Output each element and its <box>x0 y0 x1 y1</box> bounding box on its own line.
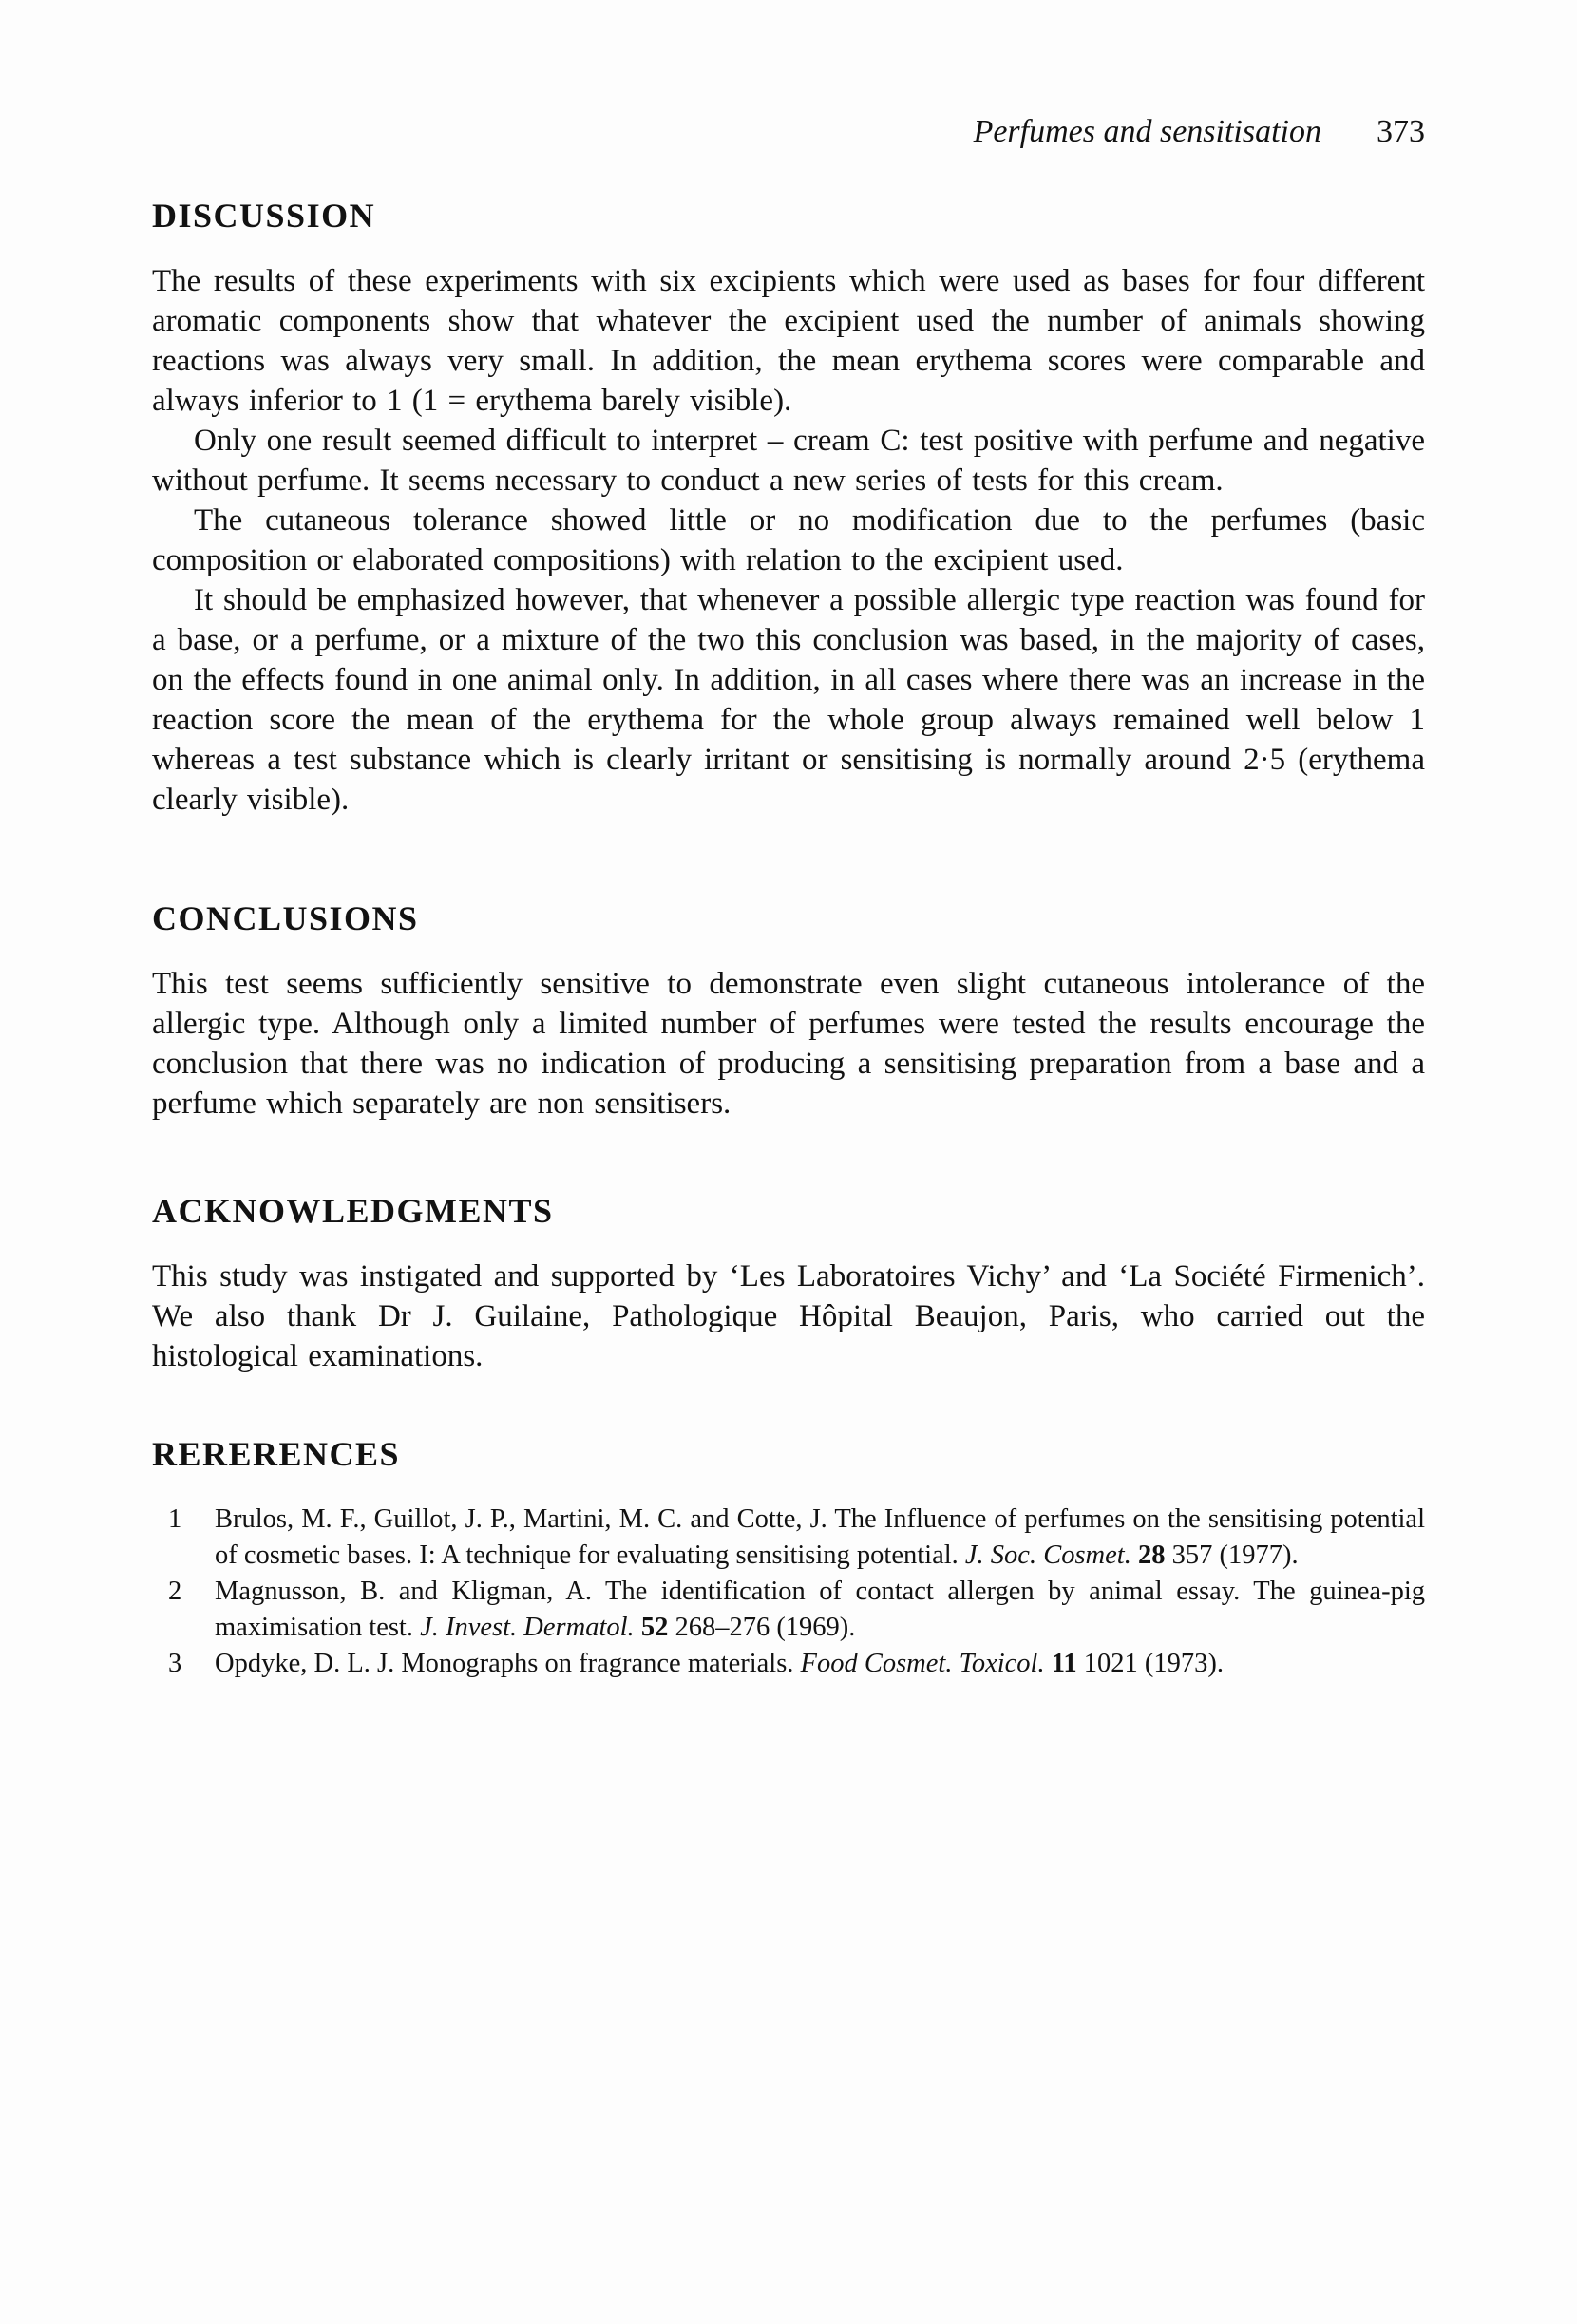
section-conclusions <box>152 897 1425 1124</box>
discussion-heading: DISCUSSION <box>152 197 376 235</box>
references-heading: RERERENCES <box>152 1435 401 1473</box>
acknowledgments-paragraph-1: This study was instigated and supported by ‘Les Laboratoires Vichy’ and ‘La Société Firmenich’. We also thank Dr J. Guilaine, Pathologique Hôpital Beaujon, Paris, who carried out the histological examinations. <box>152 1259 1425 1373</box>
discussion-paragraph-4: It should be emphasized however, that whenever a possible allergic type reaction was found for a base, or a perfume, or a mixture of the two this conclusion was based, in the majority of cases, on the effects found in one animal only. In addition, in all cases where there was an increase in the reaction score the mean of the erythema for the whole group always remained well below 1 whereas a test substance which is clearly irritant or sensitising is normally around 2·5 (erythema clearly visible). <box>152 583 1425 817</box>
page-number: 373 <box>1377 114 1425 149</box>
reference-number: 2 <box>168 1577 182 1606</box>
discussion-paragraph-3: The cutaneous tolerance showed little or no modification due to the perfumes (basic composition or elaborated compositions) with relation to the excipient used. <box>152 503 1425 577</box>
discussion-paragraph-1: The results of these experiments with six excipients which were used as bases for four different aromatic components show that whatever the excipient used the number of animals showing reactions was always very small. In addition, the mean erythema scores were comparable and always inferior to 1 (1 = erythema barely visible). <box>152 264 1425 418</box>
reference-item <box>152 1646 1425 1682</box>
conclusions-heading: CONCLUSIONS <box>152 899 419 937</box>
reference-number: 1 <box>168 1504 182 1534</box>
reference-text: Magnusson, B. and Kligman, A. The identification of contact allergen by animal essay. The guinea-pig maximisation test. J. Invest. Dermatol. 52 268–276 (1969). <box>215 1577 1425 1642</box>
reference-item <box>152 1502 1425 1574</box>
section-acknowledgments <box>152 1190 1425 1376</box>
discussion-paragraph-2: Only one result seemed difficult to interpret – cream C: test positive with perfume and negative without perfume. It seems necessary to conduct a new series of tests for this cream. <box>152 424 1425 498</box>
running-head <box>152 112 1425 152</box>
reference-number: 3 <box>168 1649 182 1678</box>
section-discussion <box>152 195 1425 820</box>
section-references <box>152 1433 1425 1682</box>
reference-list <box>152 1502 1425 1682</box>
reference-text: Opdyke, D. L. J. Monographs on fragrance materials. Food Cosmet. Toxicol. 11 1021 (1973). <box>215 1649 1224 1678</box>
acknowledgments-heading: ACKNOWLEDGMENTS <box>152 1192 554 1230</box>
reference-item <box>152 1574 1425 1646</box>
reference-text: Brulos, M. F., Guillot, J. P., Martini, M. C. and Cotte, J. The Influence of perfumes on the sensitising potential of cosmetic bases. I: A technique for evaluating sensitising potential. J. Soc. Cosmet. 28 357 (1977). <box>215 1504 1425 1570</box>
conclusions-paragraph-1: This test seems sufficiently sensitive to demonstrate even slight cutaneous intolerance of the allergic type. Although only a limited number of perfumes were tested the results encourage the conclusion that there was no indication of producing a sensitising preparation from a base and a perfume which separately are non sensitisers. <box>152 967 1425 1121</box>
running-title: Perfumes and sensitisation <box>973 114 1321 149</box>
